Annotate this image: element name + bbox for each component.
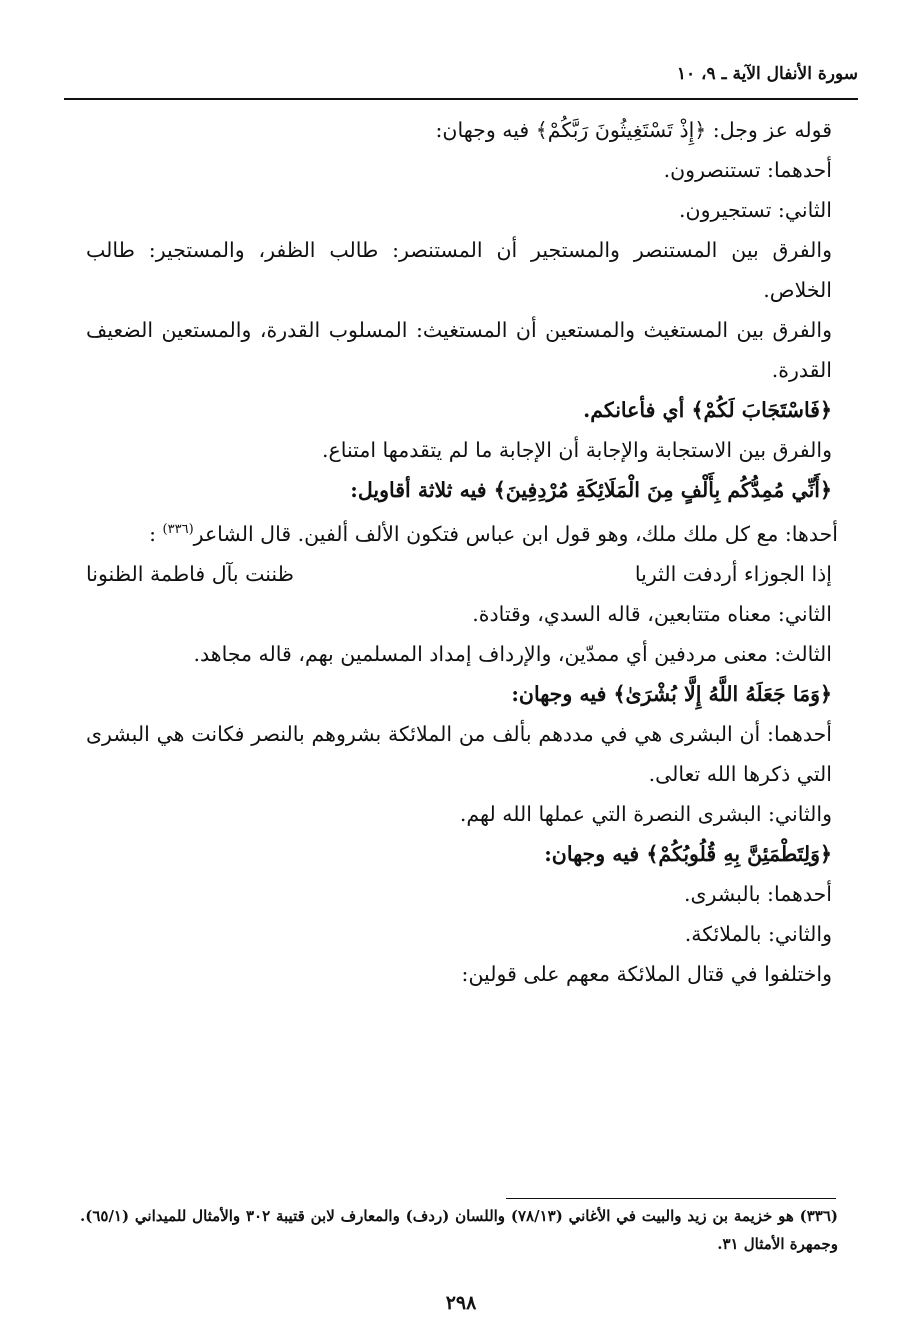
paragraph-13: أحدهما: أن البشرى هي في مددهم بألف من الملائكة بشروهم بالنصر فكانت هي البشرى التي ذكرها الله تعالى. [86, 721, 832, 786]
paragraph-4: والفرق بين المستنصر والمستجير أن المستنصر: طالب الظفر، والمستجير: طالب الخلاص. [86, 238, 832, 302]
paragraph-15: ﴿وَلِتَطْمَئِنَّ بِهِ قُلُوبُكُمْ﴾ فيه وجهان: [544, 841, 832, 866]
paragraph-12: ﴿وَمَا جَعَلَهُ اللَّهُ إِلَّا بُشْرَىٰ﴾ فيه وجهان: [511, 681, 832, 706]
paragraph-18: واختلفوا في قتال الملائكة معهم على قولين: [461, 961, 832, 986]
footnote-divider [506, 1198, 836, 1199]
paragraph-8: ﴿أَنِّي مُمِدُّكُم بِأَلْفٍ مِنَ الْمَلَائِكَةِ مُرْدِفِينَ﴾ فيه ثلاثة أقاويل: [350, 478, 832, 502]
footnote [80, 1202, 838, 1258]
paragraph-10: الثاني: معناه متتابعين، قاله السدي، وقتادة. [472, 601, 832, 626]
poem-verse [86, 554, 838, 594]
paragraph-9-text: أحدها: مع كل ملك ملك، وهو قول ابن عباس فتكون الألف ألفين. قال الشاعر [193, 521, 838, 546]
page-number: ٢٩٨ [445, 1292, 477, 1314]
paragraph-14: والثاني: البشرى النصرة التي عملها الله لهم. [459, 801, 832, 826]
paragraph-5: والفرق بين المستغيث والمستعين أن المستغيث: المسلوب القدرة، والمستعين الضعيف القدرة. [86, 318, 832, 382]
paragraph-3: الثاني: تستجيرون. [679, 198, 832, 222]
running-header [64, 64, 858, 100]
footnote-marker: (٣٣٦) [162, 522, 194, 537]
paragraph-11: الثالث: معنى مردفين أي ممدّين، والإرداف إمداد المسلمين بهم، قاله مجاهد. [193, 641, 832, 666]
paragraph-2: أحدهما: تستنصرون. [663, 158, 832, 182]
paragraph-1: قوله عز وجل: ﴿إِذْ تَسْتَغِيثُونَ رَبَّكُمْ﴾ فيه وجهان: [435, 118, 832, 142]
page-body [86, 110, 838, 994]
paragraph-9-colon: : [149, 521, 156, 546]
poem-second-hemistich: ظننت بآل فاطمة الظنونا [86, 561, 294, 586]
paragraph-16: أحدهما: بالبشرى. [683, 881, 832, 906]
running-title: سورة الأنفال الآية ـ ٩، ١٠ [676, 64, 858, 84]
poem-first-hemistich: إذا الجوزاء أردفت الثريا [634, 561, 832, 586]
footnote-text: (٣٣٦) هو خزيمة بن زيد والبيت في الأغاني (٧٨/١٣) واللسان (ردف) والمعارف لابن قتيبة ٣٠٢ والأمثال للميداني (٦٥/١). وجمهرة الأمثال ٣١. [80, 1207, 838, 1253]
paragraph-6: ﴿فَاسْتَجَابَ لَكُمْ﴾ أي فأعانكم. [583, 398, 832, 422]
paragraph-7: والفرق بين الاستجابة والإجابة أن الإجابة ما لم يتقدمها امتناع. [321, 438, 832, 462]
paragraph-17: والثاني: بالملائكة. [684, 921, 832, 946]
paragraph-9 [86, 510, 838, 554]
